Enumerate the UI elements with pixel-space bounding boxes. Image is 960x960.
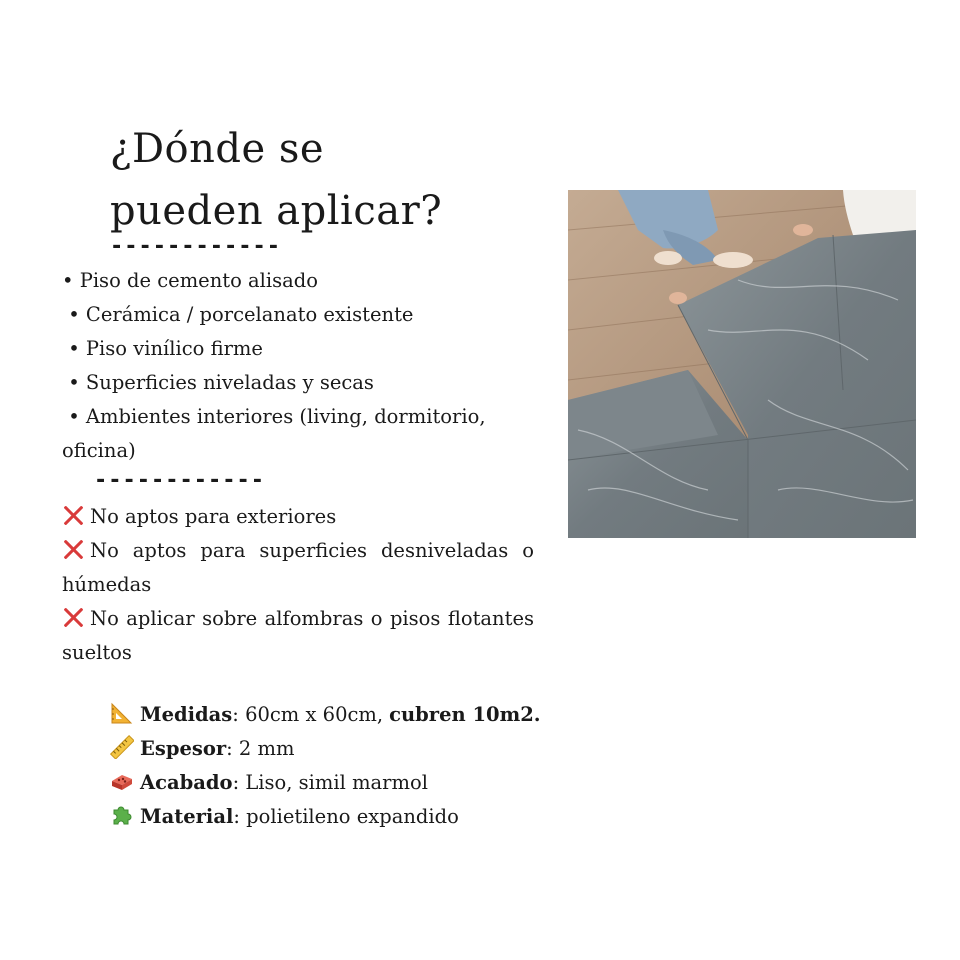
list-item: • Piso vinílico firme — [62, 332, 540, 366]
spec-emphasis: cubren 10m2. — [389, 703, 541, 726]
list-item: • Ambientes interiores (living, dormitorio, oficina) — [62, 400, 540, 468]
spec-value: : 60cm x 60cm, — [232, 703, 384, 726]
warning-text: No aptos para superficies desniveladas o húmedas — [62, 539, 534, 596]
spec-label: Acabado — [140, 771, 233, 794]
dashed-divider-top: ------------ — [110, 234, 281, 259]
warning-text: No aptos para exteriores — [90, 505, 337, 528]
applicable-surfaces-list — [62, 264, 540, 468]
warning-text: No aplicar sobre alfombras o pisos flotantes sueltos — [62, 607, 534, 664]
title-line-1: ¿Dónde se — [110, 126, 325, 172]
specs-list — [110, 698, 541, 834]
puzzle-piece-icon — [110, 803, 134, 827]
list-item: • Superficies niveladas y secas — [62, 366, 540, 400]
warning-item — [62, 500, 534, 534]
spec-value: : polietileno expandido — [233, 805, 459, 828]
measuring-tape-icon — [110, 735, 134, 759]
spec-label: Espesor — [140, 737, 227, 760]
list-item: • Piso de cemento alisado — [62, 264, 540, 298]
cross-mark-icon — [62, 504, 84, 526]
spec-label: Medidas — [140, 703, 233, 726]
dashed-divider-bottom: ------------ — [94, 468, 265, 493]
spec-label: Material — [140, 805, 234, 828]
cross-mark-icon — [62, 606, 84, 628]
triangular-ruler-icon — [110, 701, 134, 725]
title-line-2: pueden aplicar? — [110, 188, 443, 234]
list-item: • Cerámica / porcelanato existente — [62, 298, 540, 332]
tile-installation-illustration — [568, 190, 916, 538]
product-photo — [568, 190, 916, 538]
page-title — [110, 118, 442, 242]
cross-mark-icon — [62, 538, 84, 560]
spec-material — [110, 800, 541, 834]
spec-medidas — [110, 698, 541, 732]
warning-item — [62, 534, 534, 602]
spec-acabado — [110, 766, 541, 800]
warnings-list — [62, 500, 534, 670]
spec-value: : Liso, simil marmol — [232, 771, 428, 794]
spec-espesor — [110, 732, 541, 766]
brick-icon — [110, 769, 134, 793]
warning-item — [62, 602, 534, 670]
spec-value: : 2 mm — [226, 737, 295, 760]
